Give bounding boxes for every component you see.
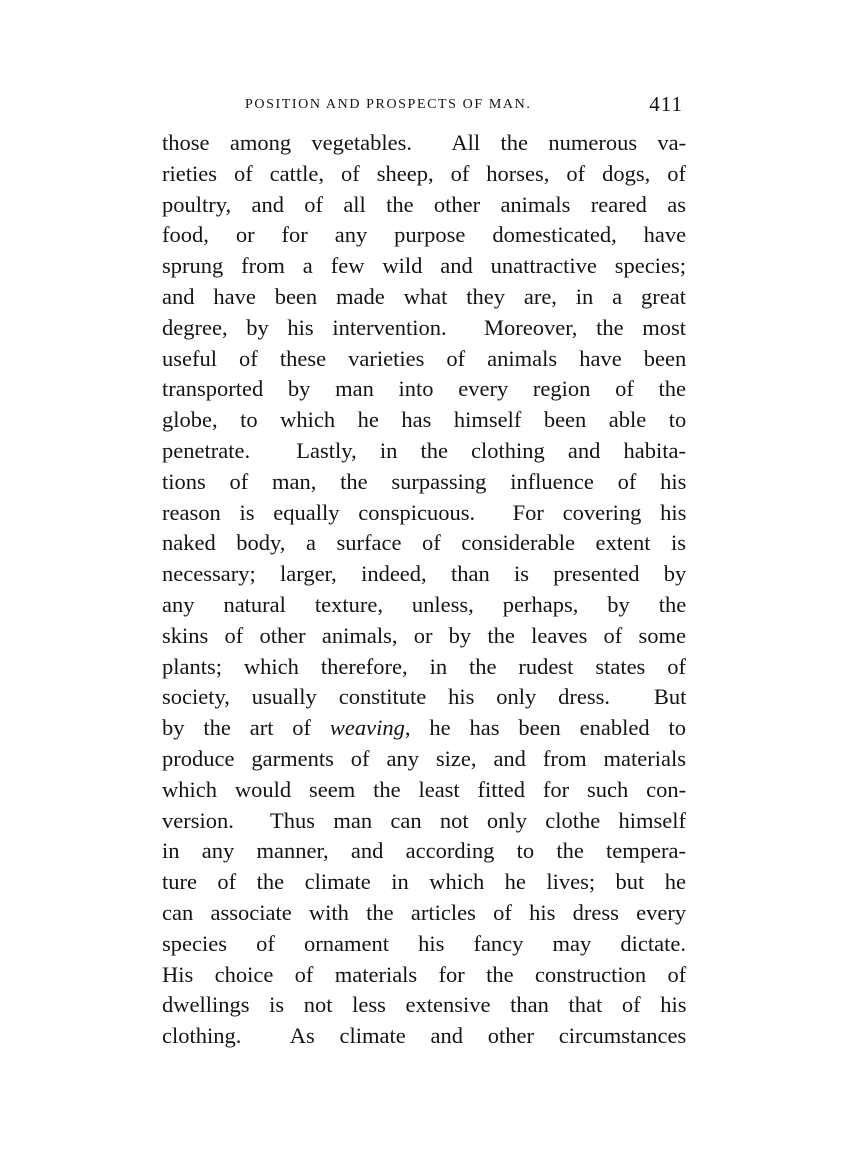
text-line: [162, 713, 686, 744]
text-line: [162, 867, 686, 898]
text-line: [162, 282, 686, 313]
text-line-content: which would seem the least fitted for such con-: [162, 776, 687, 802]
running-head: [245, 94, 685, 116]
text-line-content: necessary; larger, indeed, than is presented by: [162, 561, 687, 587]
text-line: [162, 220, 686, 251]
text-line: [162, 806, 686, 837]
text-line-content: food, or for any purpose domesticated, have: [162, 222, 687, 248]
text-line-content: produce garments of any size, and from materials: [162, 745, 686, 771]
text-line: [162, 436, 686, 467]
text-line-content: can associate with the articles of his dress every: [162, 899, 687, 925]
text-line: [162, 467, 686, 498]
text-line-content: poultry, and of all the other animals reared as: [162, 191, 686, 217]
text-line: [162, 1021, 686, 1052]
text-line: [162, 344, 686, 375]
text-line-content: version. Thus man can not only clothe himself: [162, 807, 686, 833]
page-number: 411: [649, 92, 683, 116]
text-line-content: plants; which therefore, in the rudest states of: [162, 653, 686, 679]
text-line-content: penetrate. Lastly, in the clothing and habita-: [162, 437, 686, 463]
text-line: [162, 682, 686, 713]
text-line-content: species of ornament his fancy may dictate.: [162, 930, 686, 956]
text-line-content: and have been made what they are, in a great: [162, 283, 686, 309]
text-line-content: clothing. As climate and other circumstances: [162, 1023, 687, 1049]
text-line: [162, 528, 686, 559]
text-line: [162, 898, 686, 929]
text-line-content: His choice of materials for the construction of: [162, 961, 687, 987]
text-line-content: by the art of: [162, 715, 330, 741]
text-line: [162, 374, 686, 405]
text-line-content: rieties of cattle, of sheep, of horses, of dogs, of: [162, 160, 686, 186]
text-line-content: ture of the climate in which he lives; but he: [162, 869, 686, 895]
text-line-content: naked body, a surface of considerable extent is: [162, 530, 686, 556]
text-line-content: those among vegetables. All the numerous va-: [162, 130, 687, 155]
text-line-content: reason is equally conspicuous. For covering his: [162, 499, 687, 525]
text-line: [162, 590, 686, 621]
text-line-content: globe, to which he has himself been able to: [162, 407, 687, 433]
text-line: [162, 621, 686, 652]
text-line: [162, 405, 686, 436]
text-line: [162, 190, 686, 221]
text-line: [162, 744, 686, 775]
text-line: [162, 652, 686, 683]
text-line-content: , he has been enabled to: [404, 715, 686, 741]
italic-emphasis: weaving: [329, 715, 405, 741]
running-title: POSITION AND PROSPECTS OF MAN.: [245, 97, 532, 112]
text-line-content: degree, by his intervention. Moreover, the most: [162, 314, 686, 340]
text-line-content: skins of other animals, or by the leaves of some: [162, 622, 686, 648]
text-line: [162, 251, 686, 282]
text-line: [162, 559, 686, 590]
text-line-content: in any manner, and according to the tempera-: [162, 838, 686, 864]
text-line: [162, 960, 686, 991]
text-line: [162, 836, 686, 867]
text-line-content: tions of man, the surpassing influence of his: [162, 468, 687, 494]
text-line: [162, 128, 686, 159]
text-line-content: dwellings is not less extensive than that of his: [162, 992, 687, 1018]
text-line: [162, 775, 686, 806]
text-line: [162, 159, 686, 190]
text-line: [162, 990, 686, 1021]
text-line: [162, 498, 686, 529]
text-line-content: society, usually constitute his only dress. But: [162, 684, 687, 710]
text-line-content: transported by man into every region of the: [162, 376, 686, 402]
text-line-content: any natural texture, unless, perhaps, by the: [162, 591, 687, 617]
body-text: [162, 128, 686, 1052]
text-line-content: useful of these varieties of animals have been: [162, 345, 687, 371]
text-line: [162, 929, 686, 960]
text-line-content: sprung from a few wild and unattractive species;: [162, 253, 686, 279]
text-line: [162, 313, 686, 344]
